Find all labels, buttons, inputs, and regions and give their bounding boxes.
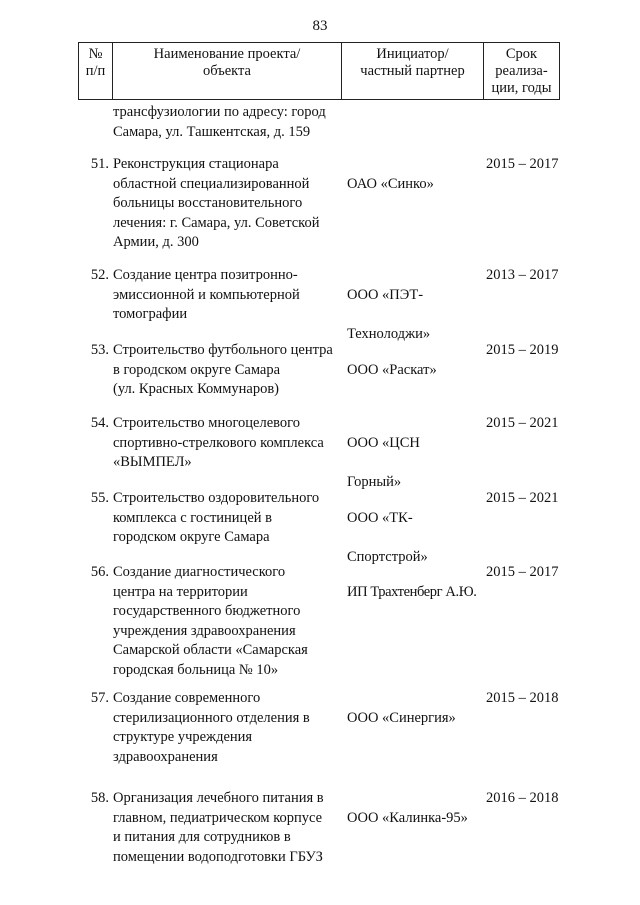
header-number-line: п/п [85,63,106,79]
row-term: 2016 – 2018 [486,790,559,806]
name-line: главном, педиатрическом корпусе [113,809,323,826]
header-name-line: Наименование проекта/ [153,46,301,62]
name-line: Организация лечебного питания в [113,790,324,806]
row-number: 52. [90,267,109,283]
header-term-line: Срок [505,46,538,62]
name-line: Самарской области «Самарская [113,642,308,658]
row-name [113,563,345,680]
header-number-line: № [88,46,103,62]
row-initiator [347,789,485,848]
header-number [78,42,113,100]
name-line: учреждения здравоохранения [113,622,296,639]
name-line: (ул. Красных Коммунаров) [113,381,279,397]
row-number: 56. [90,564,109,580]
continued-line: Самара, ул. Ташкентская, д. 159 [113,123,311,140]
name-line: центра на территории [113,583,248,600]
initiator-line: Спортстрой» [347,548,428,565]
name-line: городская больница № 10» [113,661,279,678]
name-line: здравоохранения [113,748,218,765]
row-term: 2015 – 2018 [486,690,559,706]
row-term: 2015 – 2017 [486,156,559,172]
header-initiator [341,42,484,100]
name-line: Строительство многоцелевого [113,415,300,431]
header-term-line: ции, годы [491,80,552,96]
initiator-line: ООО «ЦСН [347,434,420,451]
name-line: Создание центра позитронно- [113,267,298,283]
name-line: и питания для сотрудников в [113,829,291,845]
name-line: Реконструкция стационара [113,156,279,172]
row-name [113,489,345,548]
row-number: 53. [90,342,109,358]
initiator-line: ООО «ТК- [347,509,413,526]
name-line: структуре учреждения [113,729,253,745]
initiator-line: ООО «Калинка-95» [347,809,468,826]
row-name [113,689,345,767]
name-line: Строительство оздоровительного [113,490,320,506]
row-initiator [347,563,485,622]
name-line: Армии, д. 300 [113,234,199,250]
name-line: помещении водоподготовки ГБУЗ [113,848,323,865]
row-name [113,341,345,400]
initiator-line: ИП Трахтенберг А.Ю. [347,583,477,600]
name-line: государственного бюджетного [113,603,301,619]
name-line: лечения: г. Самара, ул. Советской [113,214,320,231]
continued-row-text [113,103,348,142]
name-line: комплекса с гостиницей в [113,509,272,526]
row-number: 57. [90,690,109,706]
header-term [483,42,560,100]
row-name [113,789,345,867]
row-number: 55. [90,490,109,506]
initiator-line: Технолоджи» [347,325,431,342]
name-line: эмиссионной и компьютерной [113,286,300,303]
row-number: 58. [90,790,109,806]
row-term: 2015 – 2019 [486,342,559,358]
name-line: «ВЫМПЕЛ» [113,454,192,470]
row-term: 2015 – 2021 [486,415,559,431]
name-line: Строительство футбольного центра [113,342,333,358]
name-line: больницы восстановительного [113,195,303,211]
name-line: областной специализированной [113,175,310,192]
header-initiator-line: Инициатор/ [376,46,449,62]
name-line: Создание современного [113,690,261,706]
row-name [113,414,345,473]
name-line: в городском округе Самара [113,361,281,378]
initiator-line: ООО «ПЭТ- [347,286,424,303]
initiator-line: ООО «Синергия» [347,709,456,726]
continued-line: трансфузиологии по адресу: город [113,104,326,120]
initiator-line: Горный» [347,473,402,490]
row-term: 2015 – 2017 [486,564,559,580]
row-name [113,266,345,325]
name-line: стерилизационного отделения в [113,709,310,726]
name-line: томографии [113,306,188,322]
header-initiator-line: частный партнер [360,63,465,79]
row-name [113,155,345,253]
row-number: 54. [90,415,109,431]
row-initiator [347,689,485,748]
initiator-line: ОАО «Синко» [347,175,434,192]
row-number: 51. [90,156,109,172]
row-initiator [347,341,485,400]
name-line: Создание диагностического [113,564,286,580]
name-line: городском округе Самара [113,529,270,545]
row-initiator [347,155,485,214]
row-term: 2013 – 2017 [486,267,559,283]
name-line: спортивно-стрелкового комплекса [113,434,324,451]
initiator-line: ООО «Раскат» [347,361,437,378]
header-term-line: реализа- [495,63,548,79]
header-name [112,42,342,100]
page-number: 83 [312,18,328,34]
row-term: 2015 – 2021 [486,490,559,506]
header-name-line: объекта [202,63,251,79]
